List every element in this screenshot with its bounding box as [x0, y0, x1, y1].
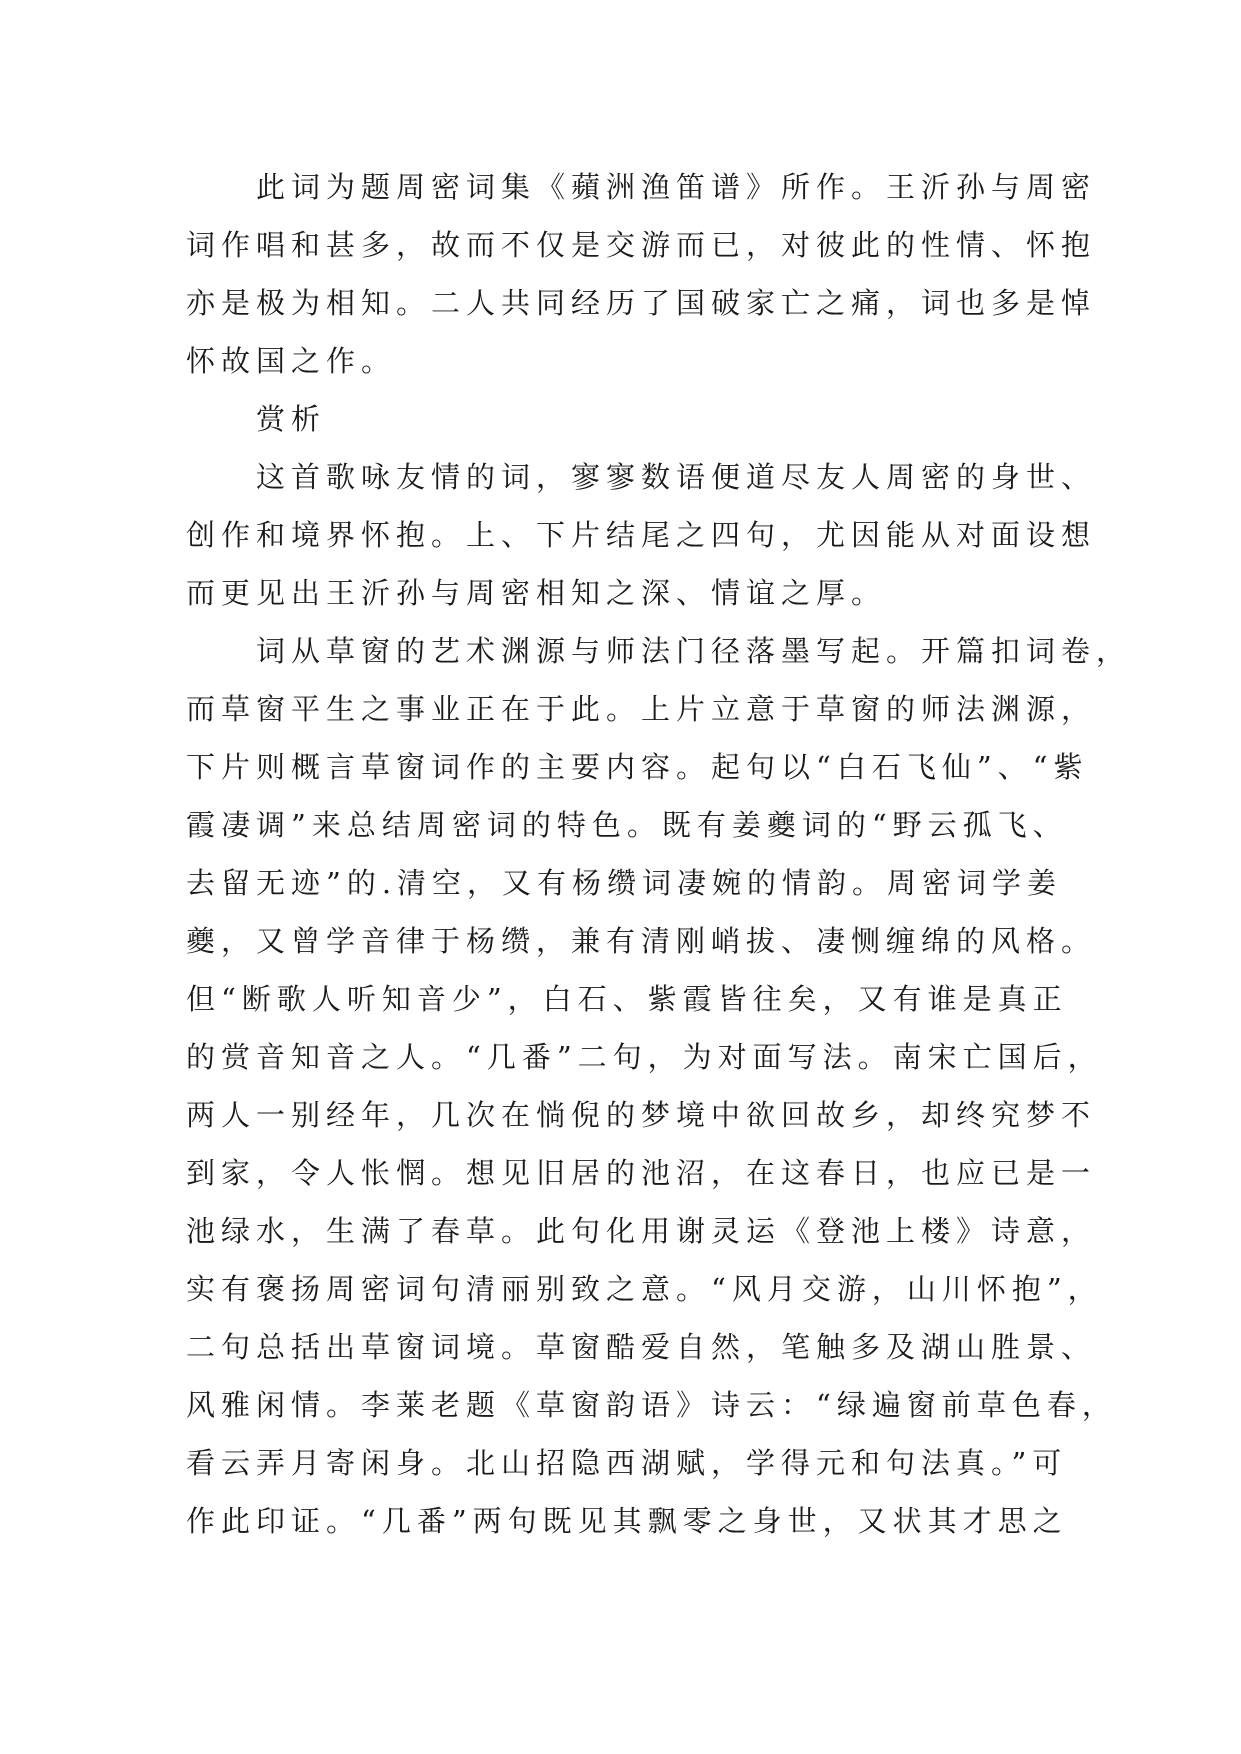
heading-appreciation: 赏析 — [256, 402, 327, 436]
text-line: 实有褒扬周密词句清丽别致之意。“风月交游，山川怀抱”， — [186, 1272, 1103, 1306]
text-line: 下片则概言草窗词作的主要内容。起句以“白石飞仙”、“紫 — [186, 750, 1089, 784]
text-line: 看云弄月寄闲身。北山招隐西湖赋，学得元和句法真。”可 — [186, 1446, 1068, 1480]
text-line: 但“断歌人听知音少”，白石、紫霞皆往矣，又有谁是真正 — [186, 982, 1068, 1016]
text-line: 到家，令人怅惘。想见旧居的池沼，在这春日，也应已是一 — [186, 1156, 1097, 1190]
text-line: 霞凄调”来总结周密词的特色。既有姜夔词的“野云孤飞、 — [186, 808, 1068, 842]
text-line: 去留无迹”的.清空，又有杨缵词凄婉的情韵。周密词学姜 — [186, 866, 1063, 900]
text-line: 二句总括出草窗词境。草窗酷爱自然，笔触多及湖山胜景、 — [186, 1330, 1097, 1364]
text-line: 创作和境界怀抱。上、下片结尾之四句，尤因能从对面设想 — [186, 518, 1097, 552]
document-body — [186, 158, 1132, 1550]
text-line: 夔，又曾学音律于杨缵，兼有清刚峭拔、凄恻缠绵的风格。 — [186, 924, 1097, 958]
text-line: 两人一别经年，几次在惝倪的梦境中欲回故乡，却终究梦不 — [186, 1098, 1097, 1132]
text-line: 作此印证。“几番”两句既见其飘零之身世，又状其才思之 — [186, 1504, 1068, 1538]
text-line: 怀故国之作。 — [186, 344, 397, 378]
text-line: 风雅闲情。李莱老题《草窗韵语》诗云：“绿遍窗前草色春， — [186, 1388, 1117, 1422]
text-line: 亦是极为相知。二人共同经历了国破家亡之痛，词也多是悼 — [186, 286, 1097, 320]
text-line: 而草窗平生之事业正在于此。上片立意于草窗的师法渊源， — [186, 692, 1097, 726]
paragraph-analysis — [186, 622, 1132, 1550]
section-heading — [186, 390, 1066, 448]
paragraph-background — [186, 158, 1097, 390]
text-line: 池绿水，生满了春草。此句化用谢灵运《登池上楼》诗意， — [186, 1214, 1097, 1248]
text-line: 而更见出王沂孙与周密相知之深、情谊之厚。 — [186, 576, 887, 610]
text-line: 词作唱和甚多，故而不仅是交游而已，对彼此的性情、怀抱 — [186, 228, 1097, 262]
text-line: 这首歌咏友情的词，寥寥数语便道尽友人周密的身世、 — [256, 460, 1097, 494]
text-line: 此词为题周密词集《蘋洲渔笛谱》所作。王沂孙与周密 — [256, 170, 1097, 204]
paragraph-overview — [186, 448, 1097, 622]
text-line: 的赏音知音之人。“几番”二句，为对面写法。南宋亡国后， — [186, 1040, 1103, 1074]
text-line: 词从草窗的艺术渊源与师法门径落墨写起。开篇扣词卷， — [256, 634, 1132, 668]
